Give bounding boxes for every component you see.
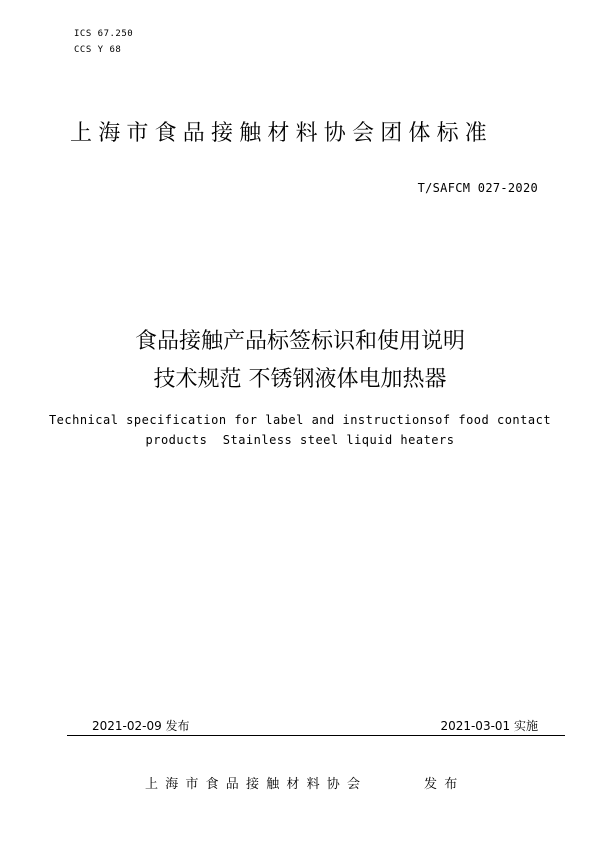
title-cn-line2: 技术规范 不锈钢液体电加热器 — [153, 367, 447, 392]
ics-code: ICS 67.250 — [74, 29, 134, 39]
ccs-code: CCS Y 68 — [74, 45, 122, 55]
issue-label: 发布 — [424, 777, 465, 792]
standard-number: T/SAFCM 027-2020 — [417, 181, 538, 195]
association-standard-heading: 上海市食品接触材料协会团体标准 — [70, 121, 494, 146]
title-cn-line1: 食品接触产品标签标识和使用说明 — [134, 329, 465, 354]
divider-line — [67, 735, 565, 736]
issue-date: 2021-02-09 发布 — [92, 719, 190, 733]
title-en-line2: products Stainless steel liquid heaters — [145, 433, 455, 447]
implementation-date: 2021-03-01 实施 — [440, 719, 538, 733]
title-en-line1: Technical specification for label and instructionsof food contact — [48, 413, 552, 427]
issuer-name: 上海市食品接触材料协会 — [145, 777, 368, 792]
